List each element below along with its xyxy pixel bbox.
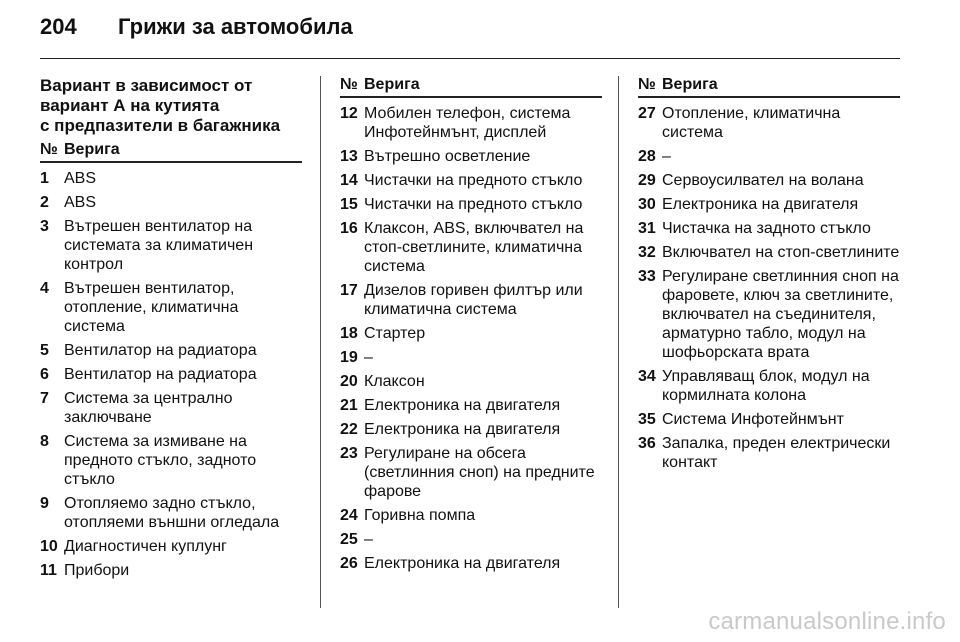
fuse-number: 7	[40, 390, 49, 407]
table-row	[340, 506, 602, 525]
table-row	[40, 494, 302, 532]
fuse-number: 21	[340, 397, 358, 414]
fuse-circuit: Електроника на двигателя	[364, 555, 561, 572]
table-row	[638, 195, 900, 214]
fuse-number: 3	[40, 218, 49, 235]
fuse-number: 11	[40, 562, 57, 579]
fuse-number: 36	[638, 435, 656, 452]
header-number: №	[340, 76, 358, 93]
fuse-circuit: Система за централно заключване	[64, 390, 233, 426]
fuse-circuit: Управляващ блок, модул на кормилната колона	[662, 368, 870, 404]
fuse-circuit: Вентилатор на радиатора	[64, 366, 257, 383]
table-row	[340, 530, 602, 549]
fuse-circuit: Вътрешен вентилатор, отопление, климатична система	[64, 280, 239, 335]
fuse-number: 2	[40, 194, 49, 211]
column-divider	[618, 76, 619, 608]
fuse-circuit: Система за измиване на предното стъкло, задното стъкло	[64, 433, 257, 488]
fuse-column-1	[40, 76, 302, 585]
fuse-number: 13	[340, 148, 358, 165]
page-header	[40, 14, 353, 40]
table-row	[638, 104, 900, 142]
fuse-circuit: Електроника на двигателя	[364, 397, 561, 414]
header-circuit: Верига	[662, 76, 718, 93]
fuse-number: 4	[40, 280, 49, 297]
table-row	[40, 341, 302, 360]
header-circuit: Верига	[64, 141, 120, 158]
table-row	[340, 147, 602, 166]
page-title: Грижи за автомобила	[118, 14, 353, 39]
header-number: №	[40, 141, 58, 158]
table-row	[340, 281, 602, 319]
fuse-number: 32	[638, 244, 656, 261]
fuse-number: 22	[340, 421, 358, 438]
header-number: №	[638, 76, 656, 93]
table-header	[40, 141, 302, 163]
fuse-circuit: Чистачки на предното стъкло	[364, 172, 583, 189]
fuse-number: 27	[638, 105, 656, 122]
table-row	[340, 396, 602, 415]
fuse-column-3	[638, 76, 900, 477]
table-row	[40, 561, 302, 580]
column-divider	[320, 76, 321, 608]
fuse-number: 30	[638, 196, 656, 213]
table-row	[638, 171, 900, 190]
table-row	[40, 217, 302, 274]
table-row	[40, 193, 302, 212]
fuse-circuit: –	[662, 148, 671, 165]
fuse-number: 15	[340, 196, 358, 213]
fuse-number: 24	[340, 507, 358, 524]
fuse-circuit: Регулиране светлинния сноп на фаровете, ключ за светлините, включвател на съединителя, арматурно табло, модул на шофьорската врата	[662, 268, 899, 361]
table-row	[638, 267, 900, 362]
table-row	[638, 434, 900, 472]
fuse-circuit: Стартер	[364, 325, 426, 342]
section-title-line: с предпазители в багажника	[40, 116, 281, 135]
fuse-number: 5	[40, 342, 49, 359]
fuse-circuit: Отопляемо задно стъкло, отопляеми външни огледала	[64, 495, 280, 531]
page-number: 204	[40, 14, 77, 39]
section-title	[40, 76, 302, 136]
fuse-circuit: Запалка, преден електрически контакт	[662, 435, 891, 471]
fuse-number: 35	[638, 411, 656, 428]
fuse-circuit: Вентилатор на радиатора	[64, 342, 257, 359]
table-row	[40, 432, 302, 489]
table-row	[638, 147, 900, 166]
fuse-number: 8	[40, 433, 49, 450]
fuse-column-2	[340, 76, 602, 578]
table-row	[40, 279, 302, 336]
fuse-circuit: Вътрешен вентилатор на системата за климатичен контрол	[64, 218, 254, 273]
table-row	[40, 365, 302, 384]
fuse-number: 17	[340, 282, 358, 299]
table-row	[340, 444, 602, 501]
fuse-number: 28	[638, 148, 656, 165]
fuse-number: 26	[340, 555, 358, 572]
table-row	[638, 410, 900, 429]
fuse-circuit: Отопление, климатична система	[662, 105, 841, 141]
fuse-number: 10	[40, 538, 58, 555]
table-row	[40, 169, 302, 188]
table-row	[40, 389, 302, 427]
fuse-circuit: –	[364, 349, 373, 366]
fuse-circuit: Сервоусилвател на волана	[662, 172, 864, 189]
fuse-circuit: Дизелов горивен филтър или климатична система	[364, 282, 583, 318]
section-title-line: Вариант в зависимост от	[40, 76, 253, 95]
table-header	[340, 76, 602, 98]
table-row	[340, 372, 602, 391]
fuse-circuit: Вътрешно осветление	[364, 148, 531, 165]
fuse-circuit: Мобилен телефон, система Инфотейнмънт, дисплей	[364, 105, 571, 141]
table-row	[340, 104, 602, 142]
fuse-number: 33	[638, 268, 656, 285]
table-row	[638, 367, 900, 405]
table-row	[340, 324, 602, 343]
fuse-circuit: Чистачка на задното стъкло	[662, 220, 871, 237]
table-row	[340, 219, 602, 276]
fuse-circuit: Електроника на двигателя	[662, 196, 859, 213]
fuse-circuit: Включвател на стоп-светлините	[662, 244, 900, 261]
fuse-circuit: ABS	[64, 170, 97, 187]
fuse-circuit: Система Инфотейнмънт	[662, 411, 844, 428]
fuse-number: 34	[638, 368, 656, 385]
fuse-number: 14	[340, 172, 358, 189]
table-row	[340, 171, 602, 190]
header-circuit: Верига	[364, 76, 420, 93]
table-row	[340, 420, 602, 439]
fuse-number: 20	[340, 373, 358, 390]
watermark: carmanualsonline.info	[708, 608, 946, 635]
fuse-number: 18	[340, 325, 358, 342]
fuse-number: 1	[40, 170, 49, 187]
fuse-circuit: Горивна помпа	[364, 507, 476, 524]
fuse-number: 23	[340, 445, 358, 462]
fuse-circuit: –	[364, 531, 373, 548]
fuse-number: 25	[340, 531, 358, 548]
fuse-number: 9	[40, 495, 49, 512]
fuse-circuit: Електроника на двигателя	[364, 421, 561, 438]
fuse-circuit: Чистачки на предното стъкло	[364, 196, 583, 213]
header-divider	[40, 58, 900, 59]
table-row	[340, 348, 602, 367]
table-row	[40, 537, 302, 556]
fuse-number: 29	[638, 172, 656, 189]
fuse-circuit: Прибори	[64, 562, 130, 579]
table-row	[340, 554, 602, 573]
fuse-circuit: Регулиране на обсега (светлинния сноп) на предните фарове	[364, 445, 595, 500]
table-row	[638, 243, 900, 262]
fuse-number: 16	[340, 220, 358, 237]
fuse-circuit: ABS	[64, 194, 97, 211]
table-row	[340, 195, 602, 214]
fuse-number: 6	[40, 366, 49, 383]
fuse-circuit: Клаксон, ABS, включвател на стоп-светлините, климатична система	[364, 220, 584, 275]
table-row	[638, 219, 900, 238]
fuse-number: 19	[340, 349, 358, 366]
fuse-number: 12	[340, 105, 358, 122]
fuse-circuit: Клаксон	[364, 373, 425, 390]
fuse-number: 31	[638, 220, 656, 237]
table-header	[638, 76, 900, 98]
section-title-line: вариант А на кутията	[40, 96, 220, 115]
fuse-circuit: Диагностичен куплунг	[64, 538, 227, 555]
